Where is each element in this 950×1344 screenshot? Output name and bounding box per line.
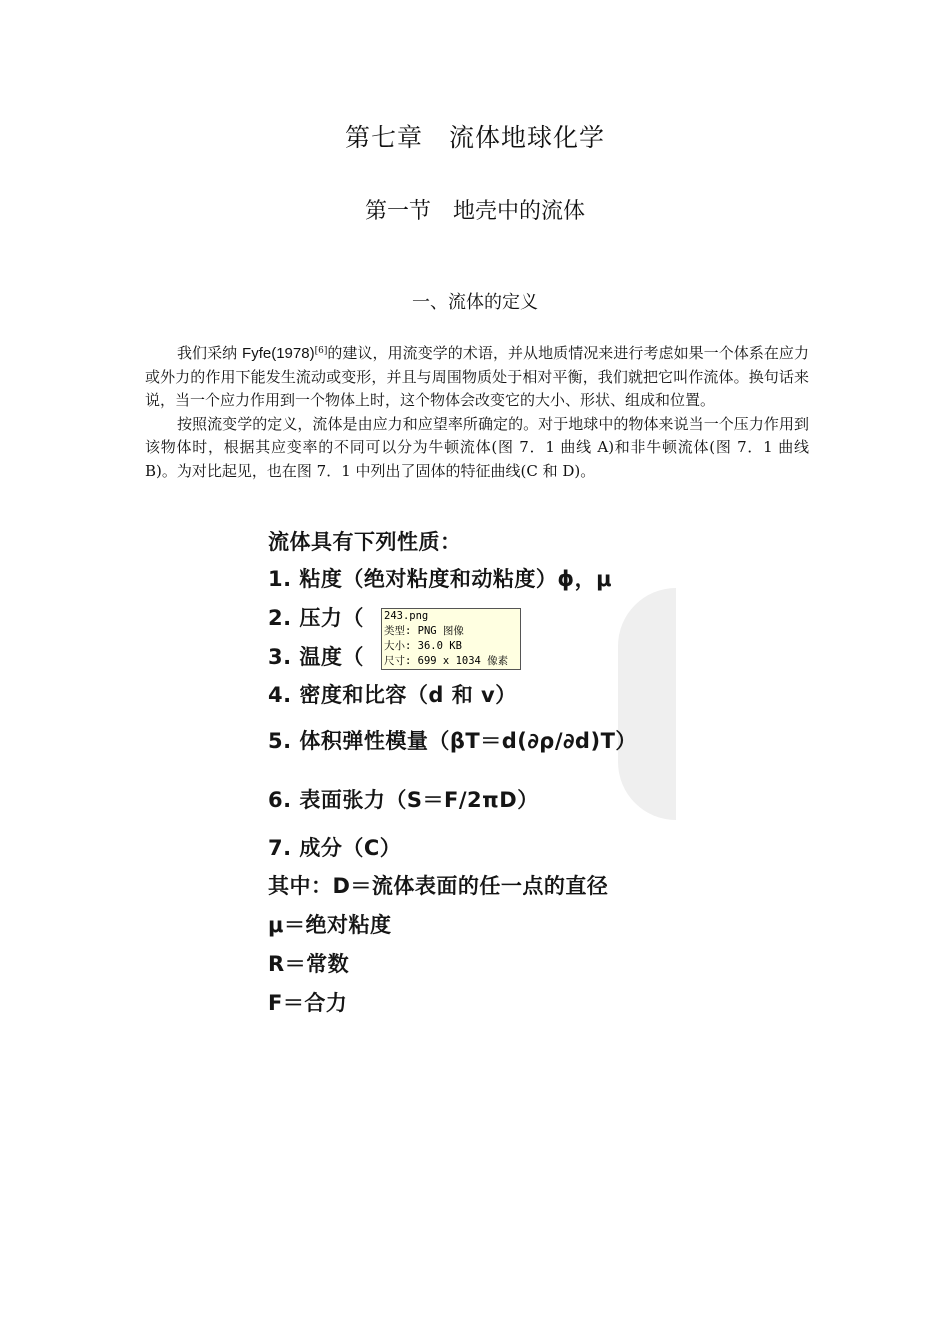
- property-item: 2. 压力（: [268, 606, 364, 630]
- paragraph-2: 按照流变学的定义，流体是由应力和应望率所确定的。对于地球中的物体来说当一个压力作用到该物体时，根据其应变率的不同可以分为牛顿流体(图 7．1 曲线 A)和非牛顿流体(图 7．1 曲线 B)。为对比起见，也在图 7．1 中列出了固体的特征曲线(C 和 D)。: [145, 414, 809, 480]
- paragraph-1-before: 我们采纳: [177, 344, 243, 362]
- figure-note: F＝合力: [268, 991, 348, 1015]
- embedded-figure-image: [258, 520, 676, 1020]
- paragraph-1-after: 的建议，用流变学的术语，并从地质情况来进行考虑如果一个体系在应力或外力的作用下能发生流动或变形，并且与周围物质处于相对平衡，我们就把它叫作流体。换句话来说，当一个应力作用到一个物体上时，这个物体会改变它的大小、形状、组成和位置。: [145, 344, 809, 409]
- section-title: 第一节 地壳中的流体: [364, 199, 585, 224]
- author-citation: Fyfe(1978): [242, 345, 315, 362]
- paragraph-1: [145, 340, 809, 413]
- property-item: 5. 体积弹性模量（βT＝d(∂ρ/∂d)T）: [268, 729, 637, 753]
- property-item: 1. 粘度（绝对粘度和动粘度）ϕ，μ: [268, 567, 613, 591]
- property-item: 4. 密度和比容（d 和 v）: [268, 683, 517, 707]
- figure-note: μ＝绝对粘度: [268, 913, 392, 937]
- chapter-title: 第七章 流体地球化学: [344, 123, 605, 152]
- figure-note: 其中：D＝流体表面的任一点的直径: [268, 874, 609, 898]
- tooltip-dimensions: 尺寸: 699 x 1034 像素: [384, 655, 509, 667]
- figure-heading: 流体具有下列性质：: [268, 530, 462, 554]
- file-info-tooltip: [381, 608, 521, 670]
- figure-note: R＝常数: [268, 952, 350, 976]
- reference-marker[interactable]: [6]: [314, 346, 328, 356]
- property-item: 7. 成分（C）: [268, 836, 402, 860]
- property-item: 3. 温度（: [268, 645, 364, 669]
- property-item: 6. 表面张力（S＝F/2πD）: [268, 788, 539, 812]
- tooltip-filename: 243.png: [384, 610, 429, 622]
- tooltip-type: 类型: PNG 图像: [384, 625, 464, 637]
- tooltip-size: 大小: 36.0 KB: [384, 640, 462, 652]
- sub-heading: 一、流体的定义: [412, 292, 538, 313]
- figure-background-shape: [618, 588, 676, 820]
- body-text: [145, 340, 809, 483]
